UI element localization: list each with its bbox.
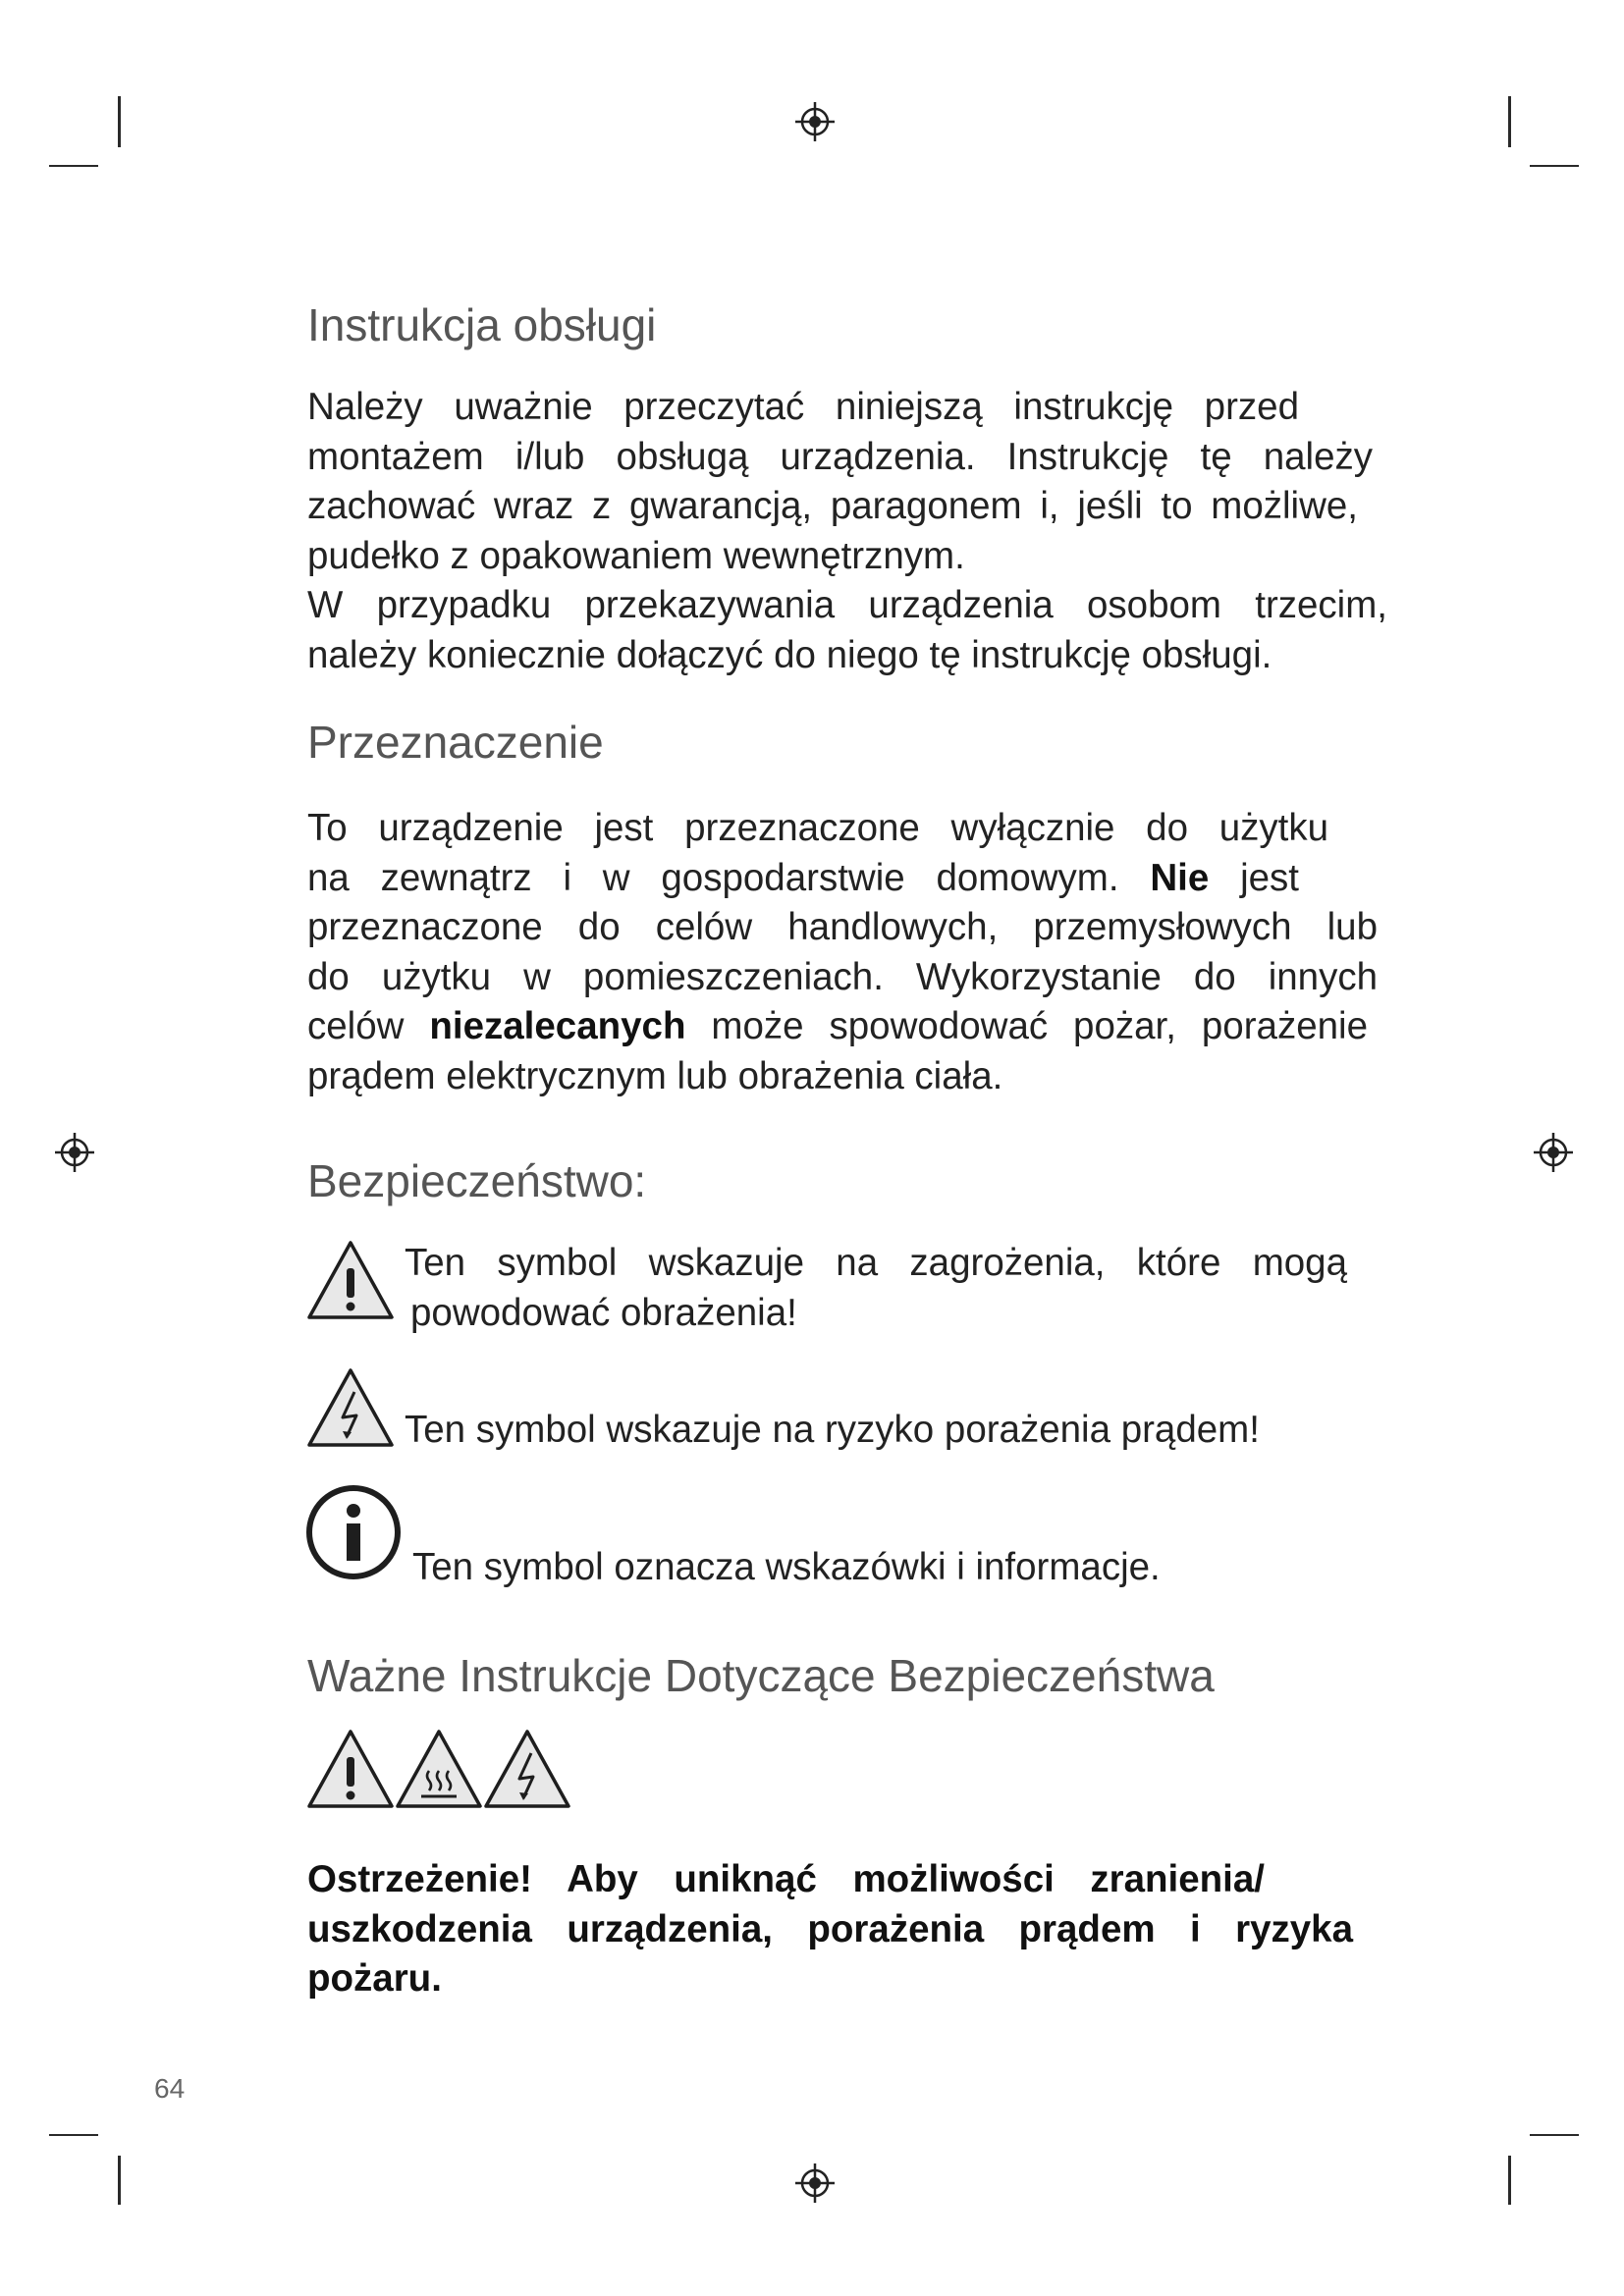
crop-mark xyxy=(1508,2156,1511,2205)
crop-mark xyxy=(49,2134,98,2136)
registration-mark-icon xyxy=(1532,1131,1575,1174)
important-heading: Ważne Instrukcje Dotyczące Bezpieczeństwa xyxy=(307,1650,1215,1701)
crop-mark xyxy=(118,96,121,147)
info-icon xyxy=(305,1484,402,1580)
text-line: Należy uważnie przeczytać niniejszą instrukcję przed xyxy=(307,386,1299,428)
text-line: Ostrzeżenie! Aby uniknąć możliwości zranienia/ xyxy=(307,1858,1265,1900)
safety-heading: Bezpieczeństwo: xyxy=(307,1155,647,1206)
text-fragment: celów xyxy=(307,1005,430,1047)
text-line: pożaru. xyxy=(307,1957,442,2000)
text-line: zachować wraz z gwarancją, paragonem i, jeśli to możliwe, xyxy=(307,485,1358,527)
warning-icon xyxy=(305,1728,396,1810)
crop-mark xyxy=(1508,96,1511,147)
text-fragment: na zewnątrz i w gospodarstwie domowym. xyxy=(307,856,1151,899)
registration-mark-icon xyxy=(793,2162,837,2205)
text-line: To urządzenie jest przeznaczone wyłącznie do użytku xyxy=(307,807,1328,849)
hot-surface-icon xyxy=(394,1728,484,1810)
electric-shock-icon xyxy=(482,1728,572,1810)
text-line: pudełko z opakowaniem wewnętrznym. xyxy=(307,534,965,577)
text-line xyxy=(307,854,1299,904)
page-number: 64 xyxy=(154,2073,186,2104)
manual-paragraph xyxy=(307,383,1387,680)
emphasis-niezalecanych: niezalecanych xyxy=(429,1005,686,1047)
electric-shock-icon xyxy=(305,1366,396,1449)
emphasis-nie: Nie xyxy=(1150,856,1210,899)
text-fragment: jest xyxy=(1209,856,1299,899)
text-line: W przypadku przekazywania urządzenia osobom trzecim, xyxy=(307,584,1387,626)
crop-mark xyxy=(1530,2134,1579,2136)
text-fragment: może spowodować pożar, porażenie xyxy=(685,1005,1368,1047)
text-line: prądem elektrycznym lub obrażenia ciała. xyxy=(307,1054,1003,1097)
text-line: do użytku w pomieszczeniach. Wykorzystanie do innych xyxy=(307,955,1378,998)
text-line: montażem i/lub obsługą urządzenia. Instrukcję tę należy xyxy=(307,435,1373,478)
purpose-paragraph xyxy=(307,804,1387,1101)
info-symbol-text: Ten symbol oznacza wskazówki i informacje. xyxy=(412,1546,1161,1588)
text-line xyxy=(307,1002,1368,1052)
text-line: należy koniecznie dołączyć do niego tę instrukcję obsługi. xyxy=(307,633,1272,676)
text-line: powodować obrażenia! xyxy=(410,1291,797,1334)
manual-heading: Instrukcja obsługi xyxy=(307,299,657,350)
purpose-heading: Przeznaczenie xyxy=(307,717,604,768)
electric-symbol-text: Ten symbol wskazuje na ryzyko porażenia prądem! xyxy=(405,1409,1260,1451)
safety-warning xyxy=(307,1855,1353,2004)
registration-mark-icon xyxy=(53,1131,96,1174)
text-line: przeznaczone do celów handlowych, przemysłowych lub xyxy=(307,906,1378,948)
warning-icon xyxy=(305,1239,396,1321)
text-line: Ten symbol wskazuje na zagrożenia, które mogą xyxy=(405,1242,1347,1284)
registration-mark-icon xyxy=(793,100,837,143)
text-line: uszkodzenia urządzenia, porażenia prądem i ryzyka xyxy=(307,1907,1353,1950)
crop-mark xyxy=(1530,165,1579,167)
crop-mark xyxy=(118,2156,121,2205)
warning-symbol-text xyxy=(405,1239,1347,1338)
crop-mark xyxy=(49,165,98,167)
